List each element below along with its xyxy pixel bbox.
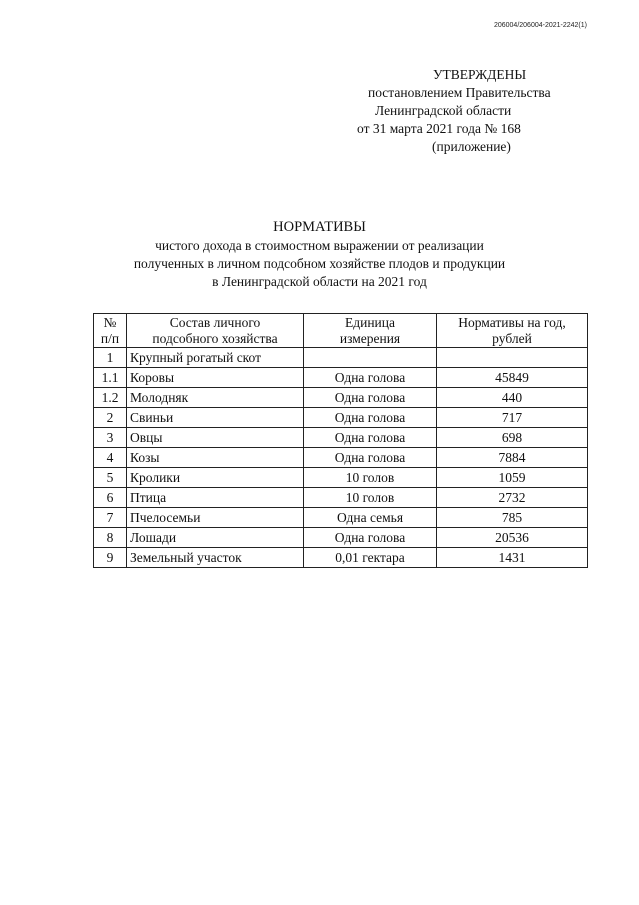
table-row <box>94 448 588 468</box>
row-name: Лошади <box>127 528 304 548</box>
row-value <box>437 348 588 368</box>
row-number: 4 <box>94 448 127 468</box>
header-unit: Единица измерения <box>304 314 437 348</box>
table-row <box>94 368 588 388</box>
row-value: 698 <box>437 428 588 448</box>
row-name: Земельный участок <box>127 548 304 568</box>
row-number: 8 <box>94 528 127 548</box>
row-unit: Одна голова <box>304 428 437 448</box>
row-value: 1059 <box>437 468 588 488</box>
row-value: 785 <box>437 508 588 528</box>
row-name: Свиньи <box>127 408 304 428</box>
title-line-3: в Ленинградской области на 2021 год <box>212 274 427 289</box>
row-value: 45849 <box>437 368 588 388</box>
document-title <box>0 218 639 291</box>
row-number: 7 <box>94 508 127 528</box>
approval-title: УТВЕРЖДЕНЫ <box>433 67 527 82</box>
table-header-row <box>94 314 588 348</box>
row-number: 5 <box>94 468 127 488</box>
table-row <box>94 388 588 408</box>
row-unit: Одна голова <box>304 528 437 548</box>
row-number: 2 <box>94 408 127 428</box>
row-unit: Одна семья <box>304 508 437 528</box>
row-name: Молодняк <box>127 388 304 408</box>
row-value: 20536 <box>437 528 588 548</box>
table-row <box>94 508 588 528</box>
row-number: 1 <box>94 348 127 368</box>
row-number: 6 <box>94 488 127 508</box>
norms-table <box>93 313 588 568</box>
row-unit: Одна голова <box>304 408 437 428</box>
title-line-1: чистого дохода в стоимостном выражении от реализации <box>155 238 484 253</box>
table-row <box>94 468 588 488</box>
approval-line-date: от 31 марта 2021 года № 168 <box>357 121 521 136</box>
row-unit: 10 голов <box>304 468 437 488</box>
table-row <box>94 488 588 508</box>
row-unit: Одна голова <box>304 448 437 468</box>
row-name: Кролики <box>127 468 304 488</box>
table-row <box>94 528 588 548</box>
row-value: 2732 <box>437 488 588 508</box>
row-unit <box>304 348 437 368</box>
table-row <box>94 428 588 448</box>
row-unit: 10 голов <box>304 488 437 508</box>
approval-line-region: Ленинградской области <box>375 103 512 118</box>
header-num: № п/п <box>94 314 127 348</box>
table-row <box>94 548 588 568</box>
row-name: Птица <box>127 488 304 508</box>
title-line-2: полученных в личном подсобном хозяйстве плодов и продукции <box>133 256 506 271</box>
row-number: 3 <box>94 428 127 448</box>
title-heading: НОРМАТИВЫ <box>273 219 366 235</box>
row-name: Пчелосемьи <box>127 508 304 528</box>
row-value: 7884 <box>437 448 588 468</box>
row-name: Крупный рогатый скот <box>127 348 304 368</box>
row-unit: Одна голова <box>304 388 437 408</box>
row-value: 717 <box>437 408 588 428</box>
row-unit: Одна голова <box>304 368 437 388</box>
row-number: 9 <box>94 548 127 568</box>
row-unit: 0,01 гектара <box>304 548 437 568</box>
row-name: Коровы <box>127 368 304 388</box>
approval-line-government: постановлением Правительства <box>368 85 551 100</box>
row-value: 440 <box>437 388 588 408</box>
header-name: Состав личного подсобного хозяйства <box>127 314 304 348</box>
header-value: Нормативы на год, рублей <box>437 314 588 348</box>
row-value: 1431 <box>437 548 588 568</box>
row-number: 1.1 <box>94 368 127 388</box>
row-number: 1.2 <box>94 388 127 408</box>
document-id: 206004/206004-2021-2242(1) <box>493 22 587 29</box>
row-name: Овцы <box>127 428 304 448</box>
approval-line-annex: (приложение) <box>432 139 511 154</box>
table-row <box>94 408 588 428</box>
row-name: Козы <box>127 448 304 468</box>
table-row <box>94 348 588 368</box>
